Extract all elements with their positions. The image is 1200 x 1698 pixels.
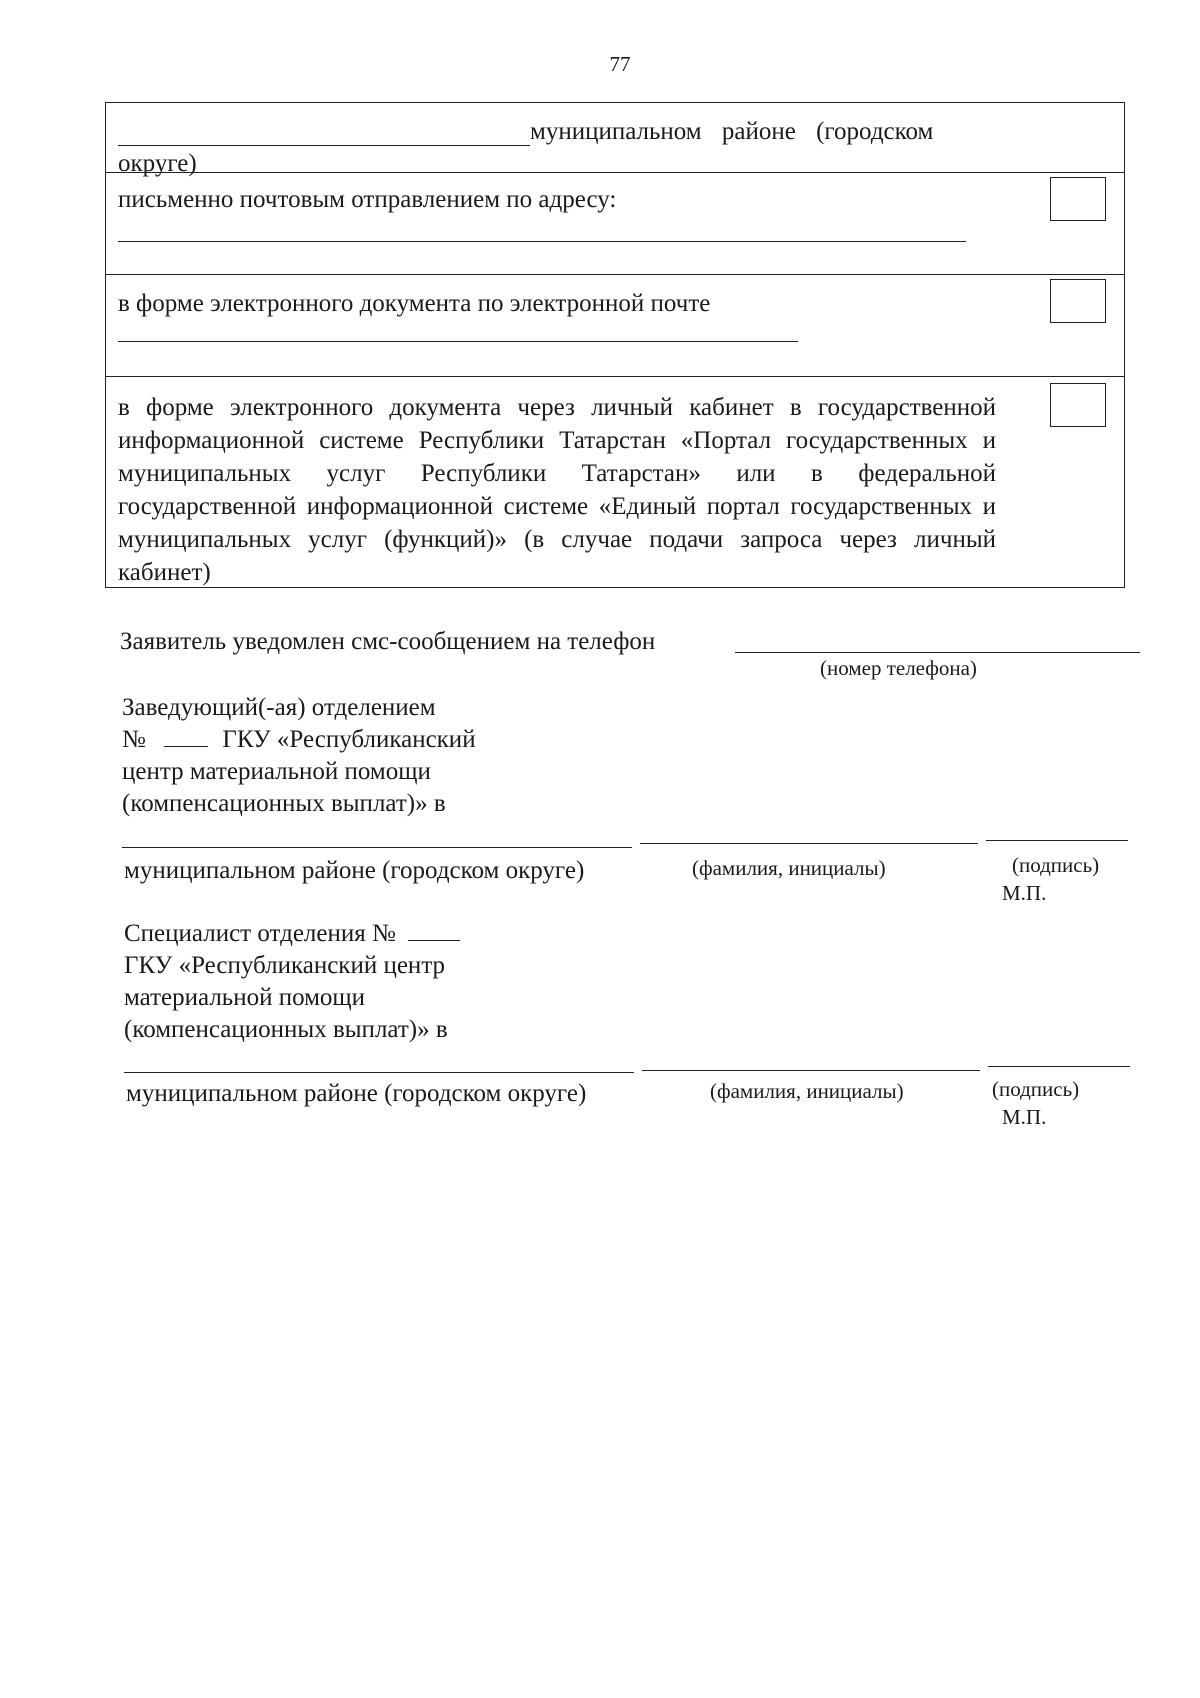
table-row-postal bbox=[105, 172, 1125, 276]
page-number: 77 bbox=[609, 52, 631, 76]
head-district-line[interactable] bbox=[122, 847, 632, 848]
specialist-name-line[interactable] bbox=[642, 1070, 980, 1071]
personal-account-option-label: в форме электронного документа через личный кабинет в государственной информационной системе Республики Татарстан «Портал государственных и муниципальных услуг Республики Татарстан» или в федеральной государственной информационной системе «Единый портал государственных и муниципальных услуг (функций)» (в случае подачи запроса через личный кабинет) bbox=[118, 394, 996, 586]
specialist-title-line1 bbox=[124, 918, 460, 950]
table-row-district bbox=[105, 102, 1125, 177]
postal-address-field[interactable] bbox=[118, 241, 966, 242]
department-number-field[interactable] bbox=[164, 726, 208, 747]
number-sign: № bbox=[122, 726, 146, 753]
table-row-email bbox=[105, 274, 1125, 380]
table-row-personal-account bbox=[105, 376, 1125, 588]
specialist-district-line[interactable] bbox=[124, 1072, 634, 1073]
district-label-continued: округе) bbox=[118, 150, 197, 177]
head-title-line1: Заведующий(-ая) отделением bbox=[122, 694, 436, 721]
phone-number-caption: (номер телефона) bbox=[820, 656, 977, 680]
head-name-line[interactable] bbox=[640, 843, 978, 844]
postal-checkbox[interactable] bbox=[1050, 177, 1106, 221]
specialist-title-line4: (компенсационных выплат)» в bbox=[124, 1016, 448, 1043]
email-option-label: в форме электронного документа по электронной почте bbox=[118, 290, 711, 317]
district-blank-line bbox=[118, 145, 530, 146]
head-district-caption: муниципальном районе (городском округе) bbox=[124, 857, 585, 884]
specialist-seal-label: М.П. bbox=[1002, 1105, 1047, 1129]
specialist-name-caption: (фамилия, инициалы) bbox=[710, 1079, 904, 1103]
sms-notice-text: Заявитель уведомлен смс-сообщением на телефон bbox=[120, 628, 656, 655]
personal-account-checkbox[interactable] bbox=[1050, 383, 1106, 427]
head-signature-caption: (подпись) bbox=[1012, 853, 1100, 877]
specialist-title-prefix: Специалист отделения № bbox=[124, 920, 396, 947]
specialist-signature-line[interactable] bbox=[988, 1066, 1130, 1067]
specialist-title-line2: ГКУ «Республиканский центр bbox=[124, 952, 446, 979]
specialist-department-number-field[interactable] bbox=[408, 920, 460, 941]
email-checkbox[interactable] bbox=[1050, 279, 1106, 323]
email-address-field[interactable] bbox=[118, 341, 798, 342]
specialist-district-caption: муниципальном районе (городском округе) bbox=[126, 1080, 587, 1107]
head-title-org: ГКУ «Республиканский bbox=[222, 726, 476, 753]
head-seal-label: М.П. bbox=[1002, 881, 1047, 905]
head-title-line2 bbox=[122, 724, 476, 756]
head-title-line3: центр материальной помощи bbox=[122, 758, 431, 785]
head-name-caption: (фамилия, инициалы) bbox=[692, 856, 886, 880]
head-title-line4: (компенсационных выплат)» в bbox=[122, 790, 446, 817]
postal-option-label: письменно почтовым отправлением по адресу: bbox=[118, 186, 617, 213]
specialist-title-line3: материальной помощи bbox=[124, 984, 366, 1011]
specialist-signature-caption: (подпись) bbox=[992, 1077, 1080, 1101]
head-signature-line[interactable] bbox=[986, 840, 1128, 841]
phone-number-field[interactable] bbox=[735, 652, 1140, 653]
district-label: муниципальном районе (городском bbox=[530, 118, 934, 145]
delivery-method-table bbox=[105, 102, 1125, 588]
